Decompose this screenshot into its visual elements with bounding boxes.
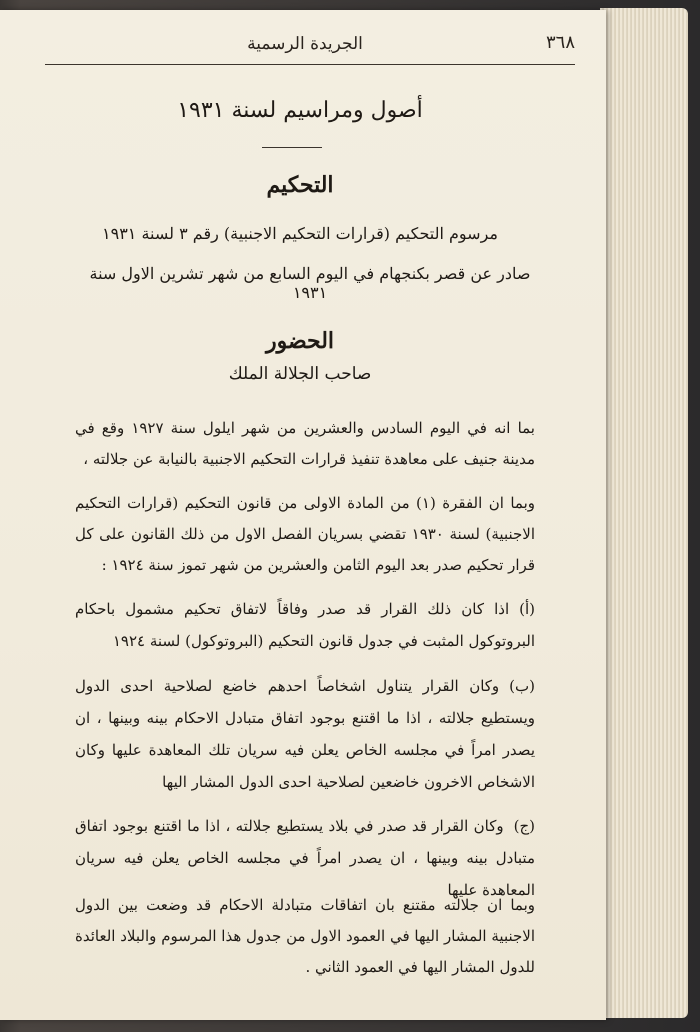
header-rule [45, 64, 575, 65]
clause-a [75, 593, 535, 657]
section-rule [262, 147, 322, 148]
page-number: ٣٦٨ [545, 32, 575, 53]
clause-a-mark: (أ) [519, 600, 535, 618]
subject-heading: التحكيم [266, 172, 334, 198]
preamble-paragraph-2: وبما ان الفقرة (١) من المادة الاولى من قانون التحكيم (قرارات التحكيم الاجنبية) لسنة ١٩٣٠ تقضي بسريان الفصل الاول من ذلك القانون على كل قرار تحكيم صدر بعد اليوم الثامن والعشرين من شهر تموز سنة ١٩٢٤ : [75, 494, 535, 574]
clause-a-text: اذا كان ذلك القرار قد صدر وفاقاً لاتفاق تحكيم مشمول باحكام البروتوكول المثبت في جدول قانون التحكيم (البروتوكول) لسنة ١٩٢٤ [75, 600, 535, 650]
clause-b-mark: (ب) [509, 677, 535, 695]
decree-issued-line: صادر عن قصر بكنجهام في اليوم السابع من شهر تشرين الاول سنة ١٩٣١ [89, 264, 531, 302]
running-title: الجريدة الرسمية [247, 34, 363, 54]
clause-c-text: وكان القرار قد صدر في بلاد يستطيع جلالته ، اذا ما اقتنع بوجود اتفاق متبادل بينه وبينها ، ان يصدر امراً في مجلسه الخاص يعلن فيه سريان المعاهدة عليها [75, 817, 535, 899]
clause-b-text: وكان القرار يتناول اشخاصاً احدهم خاضع لصلاحية احدى الدول ويستطيع جلالته ، اذا ما اقتنع بوجود اتفاق متبادل الاحكام بينه وبينها ، ان يصدر امراً في مجلسه الخاص يعلن فيه سريان تلك المعاهدة عليها وكان الاشخاص الاخرون خاضعين لصلاحية احدى الدول المشار اليها [75, 677, 535, 791]
section-title: أصول ومراسيم لسنة ١٩٣١ [177, 98, 423, 123]
page-edges [600, 8, 688, 1018]
preamble-paragraph-1: بما انه في اليوم السادس والعشرين من شهر ايلول سنة ١٩٢٧ وقع في مدينة جنيف على معاهدة تنفيذ قرارات التحكيم الاجنبية بالنيابة عن جلالته ، [75, 419, 535, 468]
presence-line: صاحب الجلالة الملك [228, 364, 372, 384]
closing-paragraph: وبما ان جلالته مقتنع بان اتفاقات متبادلة الاحكام قد وضعت بين الدول الاجنبية المشار اليها في العمود الاول من جدول هذا المرسوم والبلاد العائدة للدول المشار اليها في العمود الثاني . [75, 896, 535, 976]
clause-c-mark: (ج) [513, 817, 535, 835]
clause-b [75, 670, 535, 798]
decree-title: مرسوم التحكيم (قرارات التحكيم الاجنبية) رقم ٣ لسنة ١٩٣١ [102, 224, 498, 243]
presence-heading: الحضور [265, 328, 335, 354]
book-page [0, 10, 606, 1020]
